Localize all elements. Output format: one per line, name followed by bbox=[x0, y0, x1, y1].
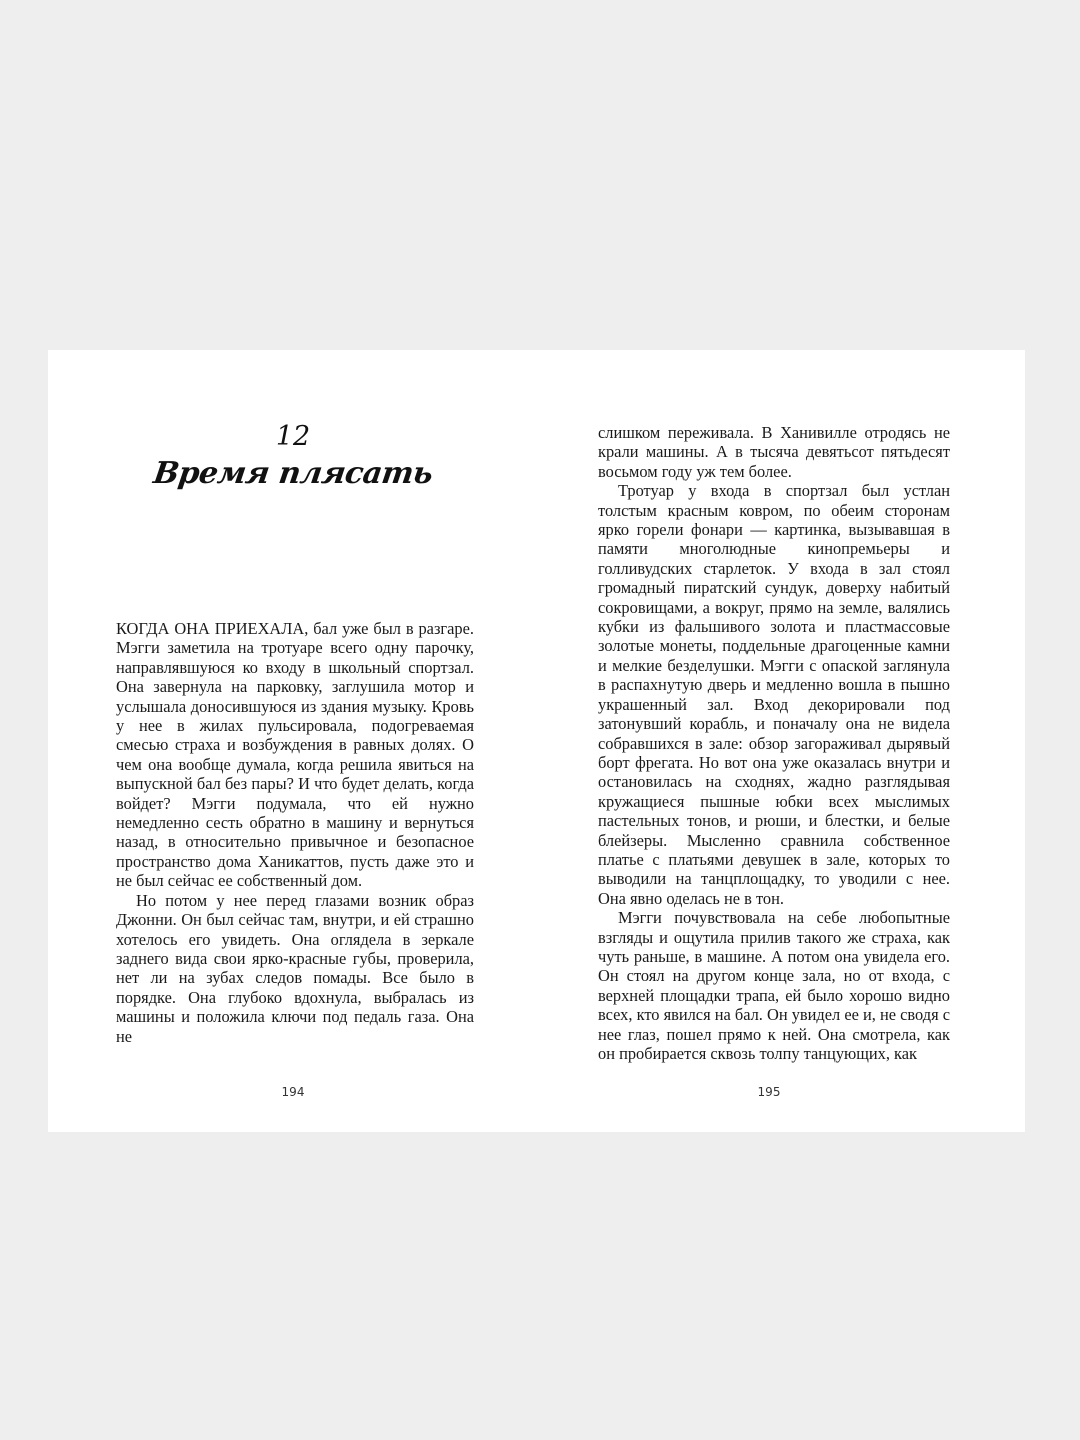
paragraph: Тротуар у входа в спортзал был устлан толстым красным ковром, по обеим сторонам ярко горели фонари — картинка, вызывавшая в памяти многолюдные кинопремьеры и голливудских старлеток. У входа в зал стоял громадный пиратский сундук, доверху набитый сокровищами, а вокруг, прямо на земле, валялись кубки из фальшивого золота и пластмассовые золотые монеты, поддельные драгоценные камни и мелкие безделушки. Мэгги с опаской заглянула в распахнутую дверь и медленно вошла в пышно украшенный зал. Вход декорировали под затонувший корабль, и поначалу она не видела собравшихся в зале: обзор загораживал дырявый борт фрегата. Но вот она уже оказалась внутри и остановилась на сходнях, жадно разглядывая кружащиеся пышные юбки всех мыслимых пастельных тонов, и рюши, и блестки, и белые блейзеры. Мысленно сравнила собственное платье с платьями девушек в зале, которых то выводили на танцплощадку, то уводили с нее. Она явно оделась не в тон. bbox=[598, 481, 950, 908]
paragraph: Мэгги почувствовала на себе любопытные взгляды и ощутила прилив такого же страха, как чуть раньше, в машине. А потом она увидела его. Он стоял на другом конце зала, но от входа, с верхней площадки трапа, ей было хорошо видно всех, кто явился на бал. Он увидел ее и, не сводя с нее глаз, пошел прямо к ней. Она смотрела, как он пробирается сквозь толпу танцующих, как bbox=[598, 908, 950, 1063]
left-page-text bbox=[116, 619, 474, 1046]
paragraph: Но потом у нее перед глазами возник образ Джонни. Он был сейчас там, внутри, и ей страшно хотелось его увидеть. Она оглядела в зеркале заднего вида свои ярко-красные губы, проверила, нет ли на зубах следов помады. Все было в порядке. Она глубоко вдохнула, выбралась из машины и положила ключи под педаль газа. Она не bbox=[116, 890, 474, 1046]
right-page-text bbox=[598, 423, 950, 1063]
book-spread bbox=[48, 350, 1025, 1132]
page-number: 194 bbox=[281, 1085, 305, 1099]
paragraph: КОГДА ОНА ПРИЕХАЛА, бал уже был в разгаре. Мэгги заметила на тротуаре всего одну парочку, направлявшуюся ко входу в школьный спортзал. Она завернула на парковку, заглушила мотор и услышала доносившуюся из здания музыку. Кровь у нее в жилах пульсировала, подогреваемая смесью страха и возбуждения в равных долях. О чем она вообще думала, когда решила явиться на выпускной бал без пары? И что будет делать, когда войдет? Мэгги подумала, что ей нужно немедленно сесть обратно в машину и вернуться назад, в относительно привычное и безопасное пространство дома Ханикаттов, пусть даже это и не был сейчас ее собственный дом. bbox=[116, 619, 474, 891]
chapter-title: Время плясать bbox=[151, 456, 435, 491]
right-page bbox=[536, 350, 1025, 1132]
chapter-number: 12 bbox=[275, 421, 311, 452]
left-page bbox=[48, 350, 536, 1132]
page-number: 195 bbox=[757, 1085, 781, 1099]
paragraph: слишком переживала. В Ханивилле отродясь не крали машины. А в тысяча девятьсот пятьдесят восьмом году уж тем более. bbox=[598, 423, 950, 481]
